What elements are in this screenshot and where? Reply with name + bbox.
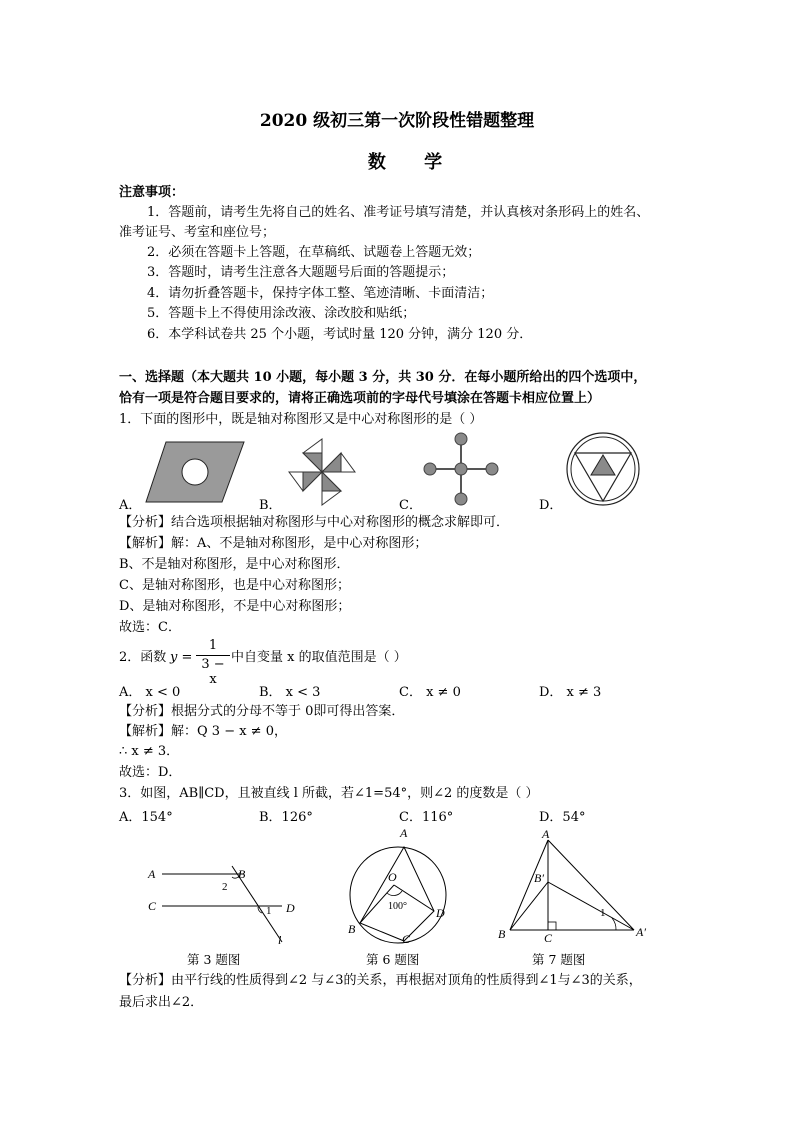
figure-caption-6: 第 6 题图 [366,952,420,967]
figure-1a-parallelogram [144,438,248,506]
fig3-angle-1: 1 [266,905,272,917]
q1-solution-line: 故选：C． [119,620,181,635]
q2-option-b: B． x < 3 [259,685,321,700]
section-heading: 恰有一项是符合题目要求的，请将正确选项前的字母代号填涂在答题卡相应位置上） [119,391,601,406]
q3-stem: 3．如图，AB∥CD，且被直线 l 所截，若∠1=54°，则∠2 的度数是（ ） [119,786,539,801]
q2-fraction-denominator: 3 − x [201,657,225,687]
q2-option-a: A． x < 0 [119,685,181,700]
q2-stem-post: 中自变量 x 的取值范围是（ ） [231,650,407,665]
q2-option-c: C． x ≠ 0 [399,685,461,700]
fig7-label-a: A [542,830,550,841]
q2-fraction-bar [196,655,230,656]
figure-q7-triangle [496,830,656,946]
q1-option-d: D． [539,498,563,513]
q1-option-a: A． [119,498,142,513]
fig6-label-a: A [400,826,408,840]
q1-analysis: 【分析】结合选项根据轴对称图形与中心对称图形的概念求解即可． [119,515,510,530]
notice-item: 5．答题卡上不得使用涂改液、涂改胶和贴纸； [147,306,416,321]
fig7-angle-1: 1 [600,907,606,919]
notice-item: 1．答题前，请考生先将自己的姓名、准考证号填写清楚，并认真核对条形码上的姓名、 [147,205,650,220]
fig7-label-a-prime: A′ [636,925,646,939]
q2-analysis: 【分析】根据分式的分母不等于 0即可得出答案． [119,704,405,719]
q2-stem-pre: 2．函数 [119,650,167,665]
q1-solution-line: D、是轴对称图形，不是中心对称图形； [119,599,351,614]
notice-item: 2．必须在答题卡上答题，在草稿纸、试题卷上答题无效； [147,245,481,260]
subject-title: 数 学 [367,152,459,173]
q3-option-d: D．54° [539,810,586,825]
q1-solution-line: C、是轴对称图形，也是中心对称图形； [119,578,350,593]
figure-1b-pinwheel [283,435,361,509]
figure-q3-parallel-lines [140,860,300,950]
q3-option-c: C．116° [399,810,454,825]
fig7-label-b-prime: B′ [534,871,544,885]
notice-item: 准考证号、考室和座位号； [119,225,276,240]
q1-solution-line: B、不是轴对称图形，是中心对称图形． [119,557,350,572]
q1-option-b: B． [259,498,282,513]
q2-option-d: D． x ≠ 3 [539,685,602,700]
fig3-label-l: l [278,933,282,947]
fig6-label-d: D [436,906,445,920]
q1-solution-line: 【解析】解：A、不是轴对称图形，是中心对称图形； [119,536,428,551]
section-heading: 一、选择题（本大题共 10 小题，每小题 3 分，共 30 分．在每小题所给出的四个选项中， [119,370,647,385]
notice-heading: 注意事项： [119,185,185,200]
fig7-label-c: C [544,931,553,945]
figure-1d-circle-triangle [565,430,641,508]
fig7-label-b: B [498,927,506,941]
q2-solution-line: ∴ x ≠ 3． [119,744,180,759]
fig3-label-c: C [148,899,157,913]
fig6-label-o: O [388,870,397,884]
notice-item: 3．答题时，请考生注意各大题题号后面的答题提示； [147,265,455,280]
fig6-label-c: C [402,932,411,946]
fig3-label-a: A [148,867,156,881]
q1-option-c: C． [399,498,422,513]
q2-fraction-numerator: 1 [208,638,218,653]
figure-q6-circle [340,823,456,949]
notice-item: 6．本学科试卷共 25 个小题，考试时量 120 分钟，满分 120 分． [147,327,533,342]
fig6-angle-100: 100° [388,901,407,912]
q2-solution-line: 【解析】解：Q 3 − x ≠ 0， [119,724,287,739]
fig3-angle-2: 2 [222,881,228,893]
question-1-stem: 1．下面的图形中，既是轴对称图形又是中心对称图形的是（ ） [119,412,483,427]
q3-analysis: 最后求出∠2． [119,995,204,1010]
q3-analysis: 【分析】由平行线的性质得到∠2 与∠3的关系，再根据对顶角的性质得到∠1与∠3的关系， [119,973,642,988]
figure-1c-cross-dots [420,431,502,507]
notice-item: 4．请勿折叠答题卡，保持字体工整、笔迹清晰、卡面清洁； [147,286,494,301]
figure-caption-3: 第 3 题图 [187,952,241,967]
fig3-label-d: D [286,901,295,915]
q3-option-a: A．154° [119,810,173,825]
fig3-label-b: B [238,867,246,881]
figure-caption-7: 第 7 题图 [532,952,586,967]
page-title: 2020 级初三第一次阶段性错题整理 [259,111,535,131]
fig6-label-b: B [348,922,356,936]
q3-option-b: B．126° [259,810,313,825]
q2-y-eq: y = [170,650,193,665]
q2-solution-line: 故选：D． [119,765,182,780]
